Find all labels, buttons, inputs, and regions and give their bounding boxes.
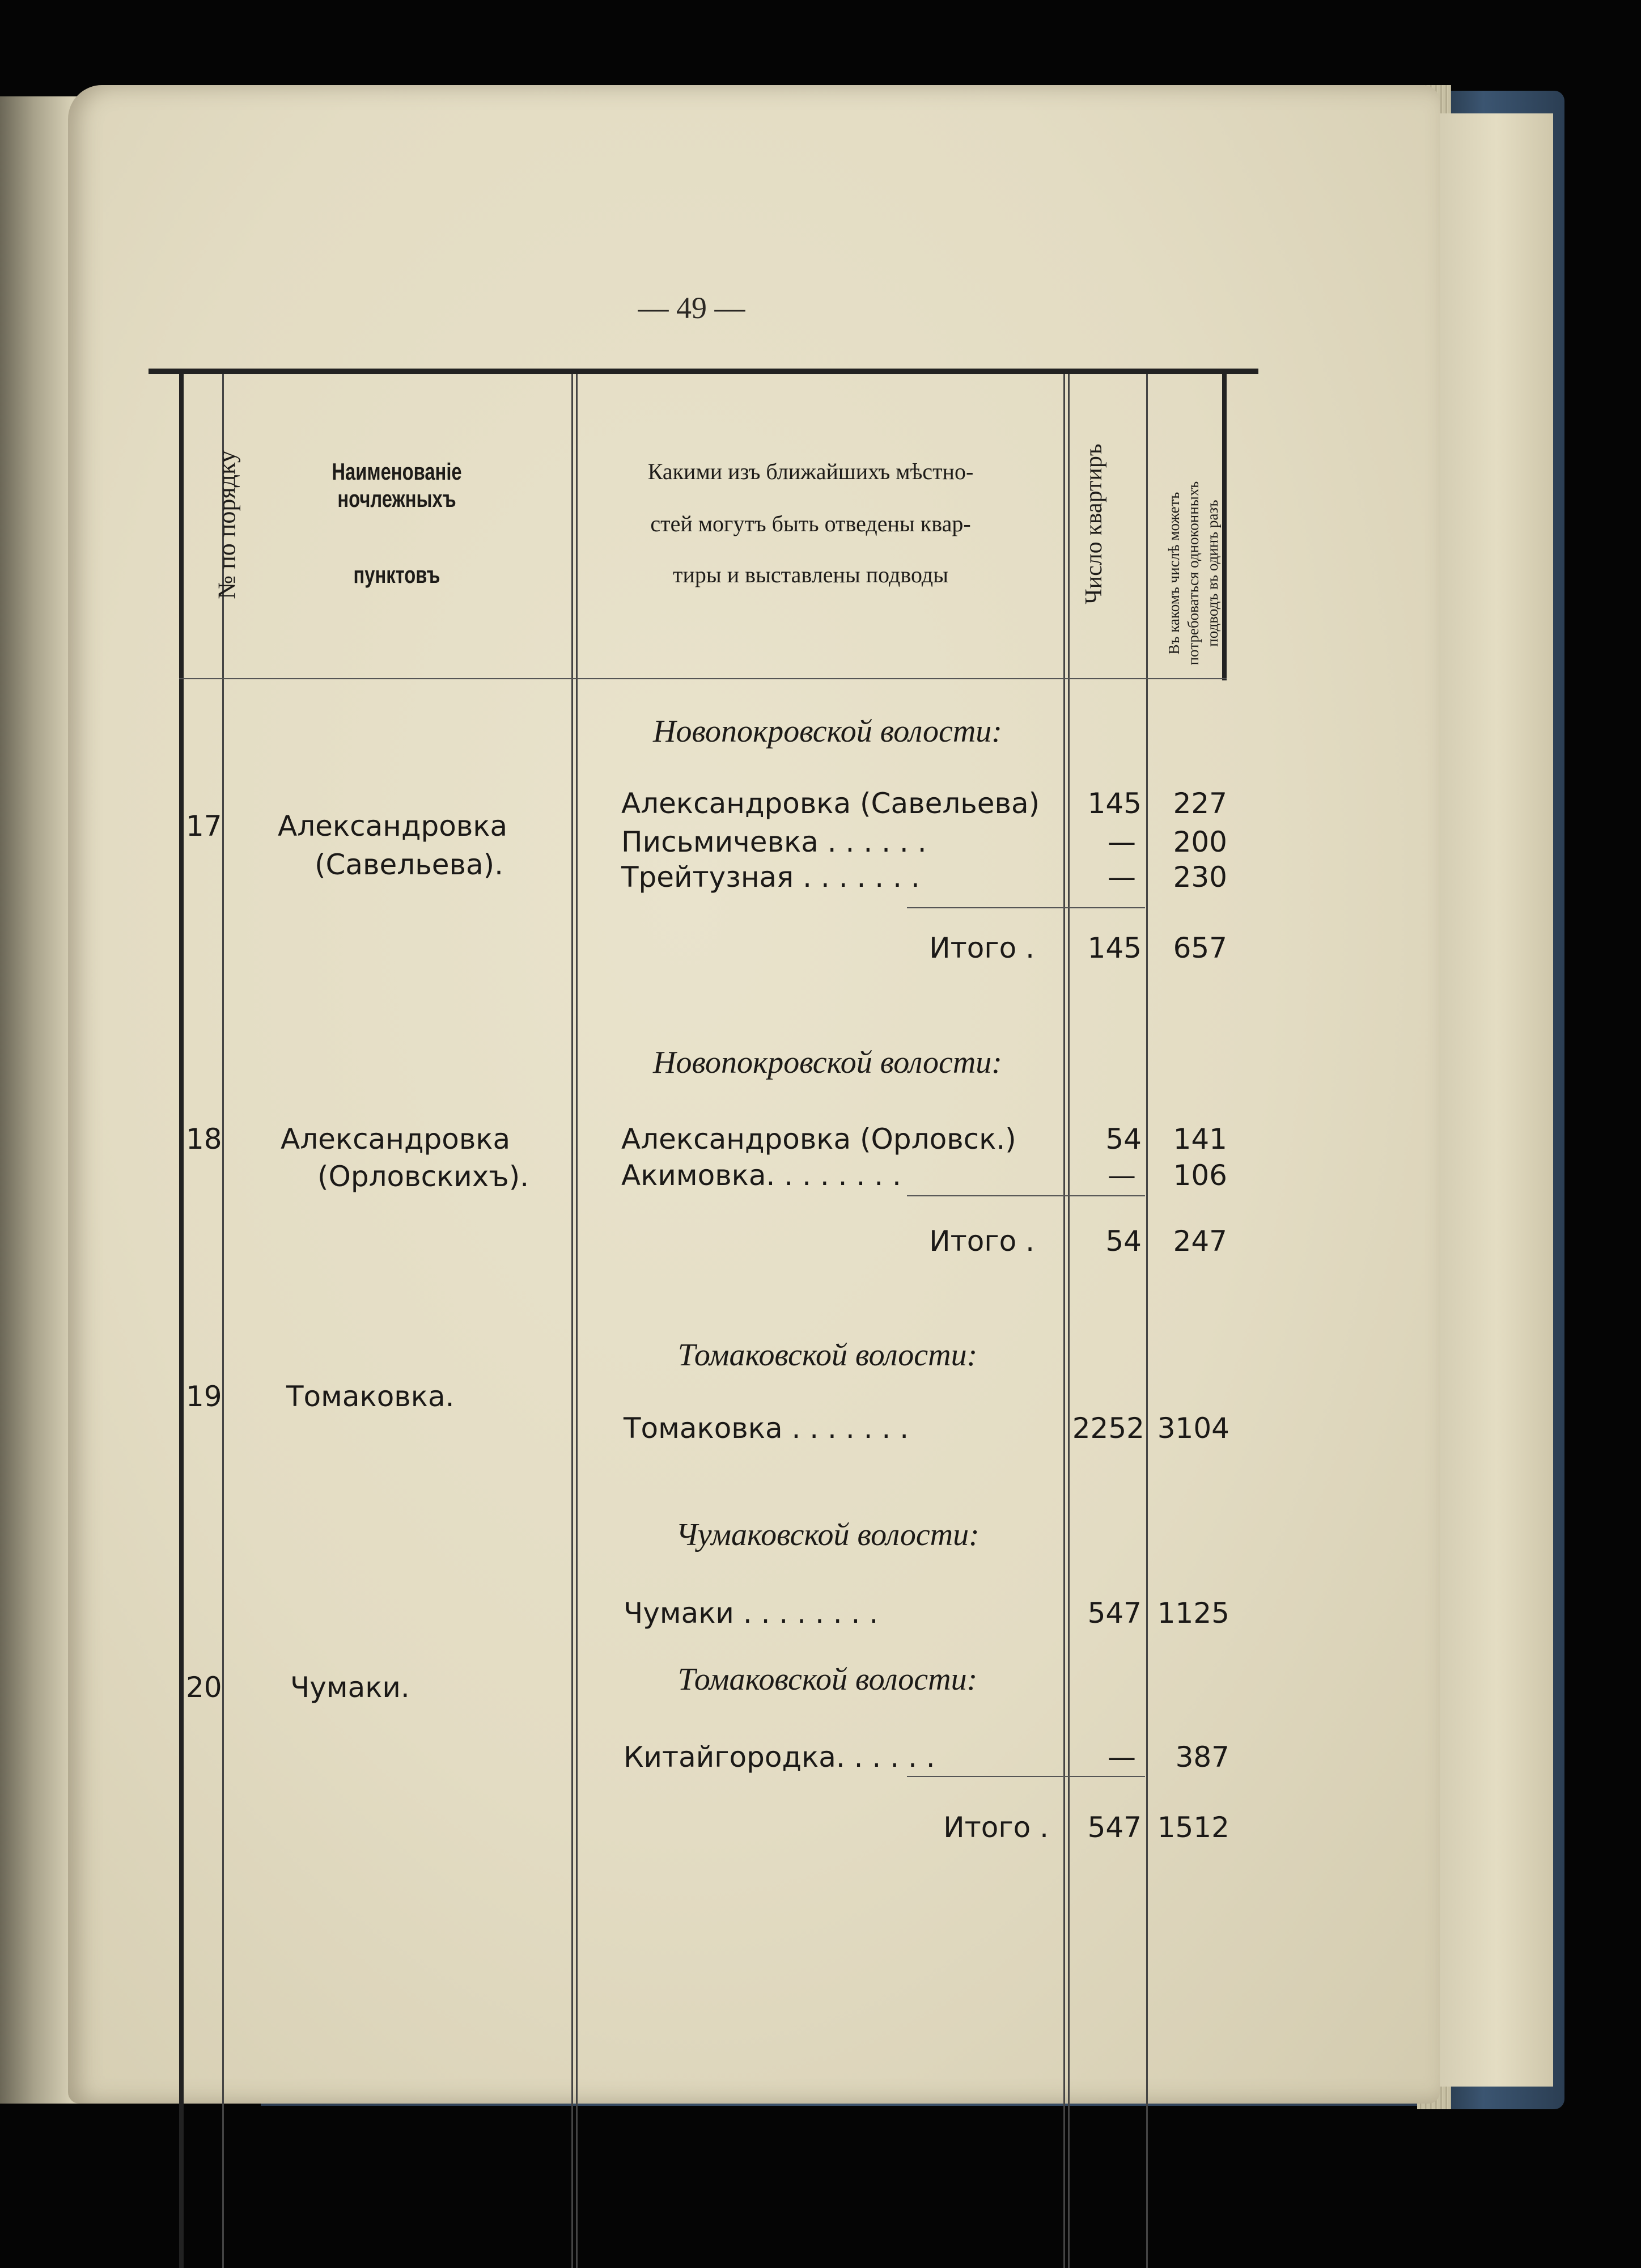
district-heading: Новопокровской волости: <box>653 714 1002 749</box>
carts-value: 106 <box>1173 1159 1227 1192</box>
district-heading: Чумаковской волости: <box>676 1517 979 1552</box>
col-divider-2 <box>571 374 573 2268</box>
table-top-rule <box>149 369 1258 374</box>
row-number: 19 <box>186 1380 222 1413</box>
total-label: Итого . <box>929 932 1034 964</box>
place-name: Чумаки . . . . . . . . <box>624 1597 879 1630</box>
district-heading: Томаковской волости: <box>677 1662 978 1697</box>
point-name: Александровка <box>281 1123 511 1156</box>
total-label: Итого . <box>943 1811 1049 1844</box>
point-name: Чумаки. <box>290 1671 410 1704</box>
district-heading: Новопокровской волости: <box>653 1045 1002 1080</box>
carts-value: 3104 <box>1157 1412 1229 1445</box>
point-name-line2: (Орловскихъ). <box>317 1160 529 1193</box>
total-rule-18 <box>907 1195 1145 1196</box>
place-name: Трейтузная . . . . . . . <box>621 861 920 894</box>
place-name: Томаковка . . . . . . . <box>624 1412 909 1445</box>
header-bottom-rule <box>179 678 1227 679</box>
next-page-edge <box>1440 113 1553 2087</box>
page-number: — 49 — <box>638 291 745 325</box>
apartments-value: — <box>1108 826 1136 858</box>
place-name: Письмичевка . . . . . . <box>621 826 927 858</box>
apartments-value: 547 <box>1087 1597 1142 1630</box>
total-apartments: 54 <box>1105 1225 1142 1258</box>
header-carts-line3: подводъ въ одинъ разъ <box>1204 500 1221 647</box>
carts-value: 387 <box>1175 1741 1229 1774</box>
row-number: 20 <box>186 1671 222 1704</box>
total-label: Итого . <box>929 1225 1034 1258</box>
header-carts <box>1164 440 1222 706</box>
total-carts: 1512 <box>1157 1811 1229 1844</box>
apartments-value: 2252 <box>1072 1412 1144 1445</box>
carts-value: 227 <box>1173 787 1227 820</box>
total-rule-17 <box>907 907 1145 908</box>
total-apartments: 145 <box>1087 932 1142 964</box>
header-apartments: Число квартиръ <box>1081 443 1107 604</box>
col-divider-2b <box>576 374 578 2268</box>
carts-value: 230 <box>1173 861 1227 894</box>
total-apartments: 547 <box>1087 1811 1142 1844</box>
apartments-value: — <box>1108 861 1136 894</box>
header-context-line1: Какими изъ ближайшихъ мѣстно- <box>647 459 974 484</box>
total-carts: 247 <box>1173 1225 1227 1258</box>
col-divider-3 <box>1063 374 1065 2268</box>
table-right-border <box>1222 374 1227 680</box>
col-divider-4 <box>1146 374 1148 2268</box>
header-name-line1: Наименованіе ночлежныхъ <box>332 458 462 512</box>
row-number: 18 <box>186 1123 222 1156</box>
table-left-border <box>179 374 184 2268</box>
header-context-line2: стей могутъ быть отведены квар- <box>650 511 971 536</box>
apartments-value: — <box>1108 1159 1136 1192</box>
point-name-line2: (Савельева). <box>315 848 503 881</box>
total-rule-20 <box>907 1776 1145 1777</box>
place-name: Александровка (Орловск.) <box>621 1123 1016 1156</box>
header-order: № по порядку <box>213 450 241 599</box>
carts-value: 1125 <box>1157 1597 1229 1630</box>
place-name: Александровка (Савельева) <box>621 787 1040 820</box>
book-page <box>68 85 1440 2104</box>
carts-value: 200 <box>1173 826 1227 858</box>
carts-value: 141 <box>1173 1123 1227 1156</box>
total-carts: 657 <box>1173 932 1227 964</box>
col-divider-3b <box>1068 374 1070 2268</box>
header-name-line2: пунктовъ <box>353 561 440 588</box>
col-divider-1 <box>222 374 224 2268</box>
apartments-value: 145 <box>1087 787 1142 820</box>
apartments-value: — <box>1108 1741 1136 1774</box>
apartments-value: 54 <box>1105 1123 1142 1156</box>
header-context-line3: тиры и выставлены подводы <box>672 562 949 587</box>
place-name: Китайгородка. . . . . . <box>624 1741 935 1774</box>
point-name: Томаковка. <box>286 1380 455 1413</box>
place-name: Акимовка. . . . . . . . <box>621 1159 901 1192</box>
header-carts-line2: потребоваться одноконныхъ <box>1185 481 1202 666</box>
row-number: 17 <box>186 810 222 843</box>
point-name: Александровка <box>278 810 508 843</box>
district-heading: Томаковской волости: <box>677 1338 978 1373</box>
header-carts-line1: Въ какомъ числѣ можетъ <box>1165 492 1182 655</box>
